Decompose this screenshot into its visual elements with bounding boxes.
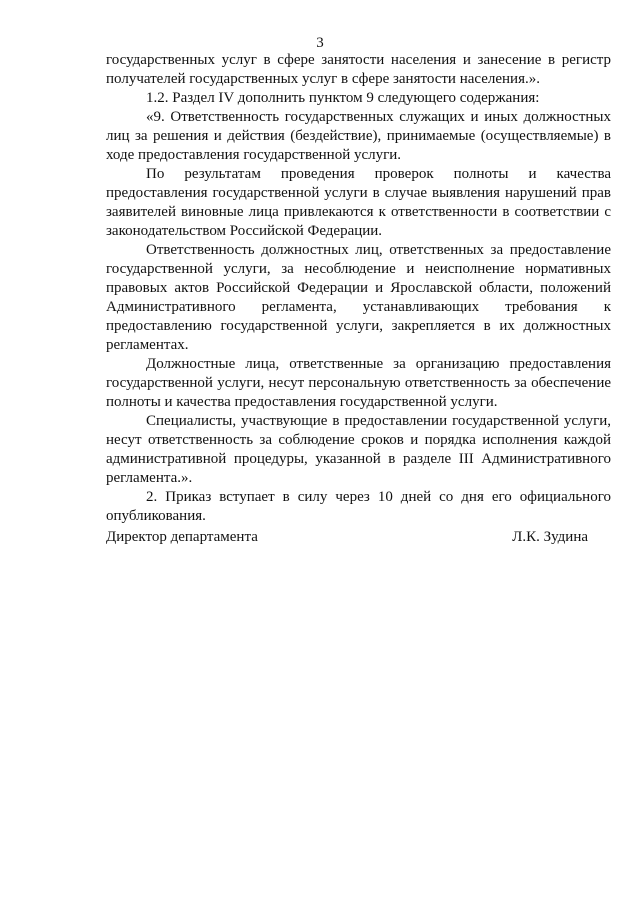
paragraph-personal-responsibility: Должностные лица, ответственные за организацию предоставления государственной услуги, несут персональную ответственность за обеспечение полноты и качества предоставления государственной услуги.	[106, 356, 611, 410]
paragraph-official-responsibility: Ответственность должностных лиц, ответственных за предоставление государственной услуги, за несоблюдение и неисполнение нормативных правовых актов Российской Федерации и Ярославской области, положений Административного регламента, устанавливающих требования к предоставлению государственной услуги, закрепляется в их должностных регламентах.	[106, 242, 611, 353]
page-number: 3	[316, 35, 324, 51]
paragraph-amendment-1-2: 1.2. Раздел IV дополнить пунктом 9 следующего содержания:	[146, 90, 540, 106]
signatory-position: Директор департамента	[106, 529, 258, 545]
paragraph-inspection-results: По результатам проведения проверок полноты и качества предоставления государственной услуги в случае выявления нарушений прав заявителей виновные лица привлекаются к ответственности в соответствии с законодательством Российской Федерации.	[106, 166, 611, 239]
signature-block	[106, 528, 588, 547]
signatory-name: Л.К. Зудина	[512, 529, 588, 545]
paragraph-continuation: государственных услуг в сфере занятости населения и занесение в регистр получателей государственных услуг в сфере занятости населения.».	[106, 52, 611, 87]
paragraph-effective-date: 2. Приказ вступает в силу через 10 дней со дня его официального опубликования.	[106, 489, 611, 524]
document-body	[106, 51, 611, 526]
paragraph-item-9-heading: «9. Ответственность государственных служащих и иных должностных лиц за решения и действия (бездействие), принимаемые (осуществляемые) в ходе предоставления государственной услуги.	[106, 109, 611, 163]
paragraph-specialists-responsibility: Специалисты, участвующие в предоставлении государственной услуги, несут ответственность за соблюдение сроков и порядка исполнения каждой административной процедуры, указанной в разделе III Административного регламента.».	[106, 413, 611, 486]
